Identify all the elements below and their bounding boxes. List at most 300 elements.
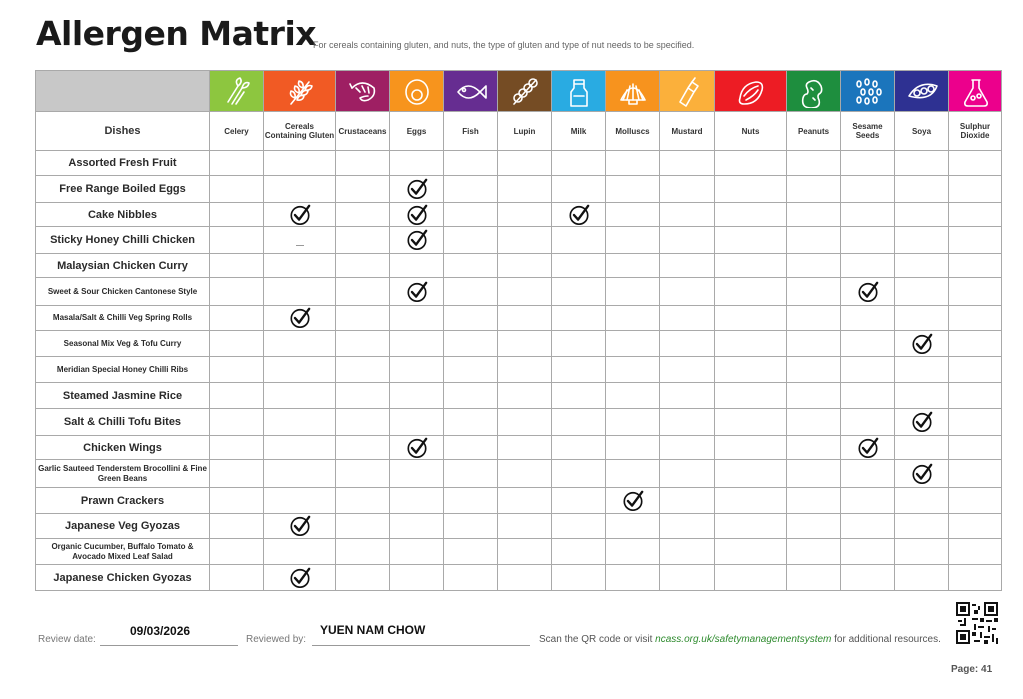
allergen-cell — [949, 409, 1002, 436]
table-row — [36, 539, 1002, 565]
allergen-cell — [390, 383, 444, 409]
milk-icon — [562, 74, 596, 108]
allergen-cell — [390, 357, 444, 383]
allergen-cell — [444, 409, 498, 436]
allergen-cell — [895, 254, 949, 278]
allergen-cell — [264, 278, 336, 306]
allergen-cell — [787, 383, 841, 409]
allergen-cell — [264, 383, 336, 409]
allergen-cell — [787, 278, 841, 306]
allergen-cell — [841, 436, 895, 460]
allergen-cell — [949, 383, 1002, 409]
allergen-cell — [264, 203, 336, 227]
allergen-cell — [552, 203, 606, 227]
dish-name: Japanese Chicken Gyozas — [36, 565, 210, 591]
allergen-cell — [606, 331, 660, 357]
allergen-cell — [715, 176, 787, 203]
allergen-cell — [210, 460, 264, 488]
allergen-cell — [660, 331, 715, 357]
review-date-label: Review date: — [38, 634, 96, 645]
allergen-cell — [787, 565, 841, 591]
allergen-cell — [715, 151, 787, 176]
allergen-cell — [390, 203, 444, 227]
allergen-cell — [949, 254, 1002, 278]
allergen-icon-cell — [390, 71, 444, 112]
table-row — [36, 278, 1002, 306]
check-icon — [289, 307, 311, 329]
table-row — [36, 176, 1002, 203]
allergen-cell — [895, 331, 949, 357]
wheat-icon — [283, 74, 317, 108]
allergen-cell — [444, 539, 498, 565]
dish-name: Salt & Chilli Tofu Bites — [36, 409, 210, 436]
allergen-cell — [552, 278, 606, 306]
allergen-matrix-table — [35, 70, 1002, 591]
allergen-cell — [210, 306, 264, 331]
allergen-cell — [715, 357, 787, 383]
allergen-column-header: Nuts — [715, 112, 787, 151]
allergen-icon-cell — [841, 71, 895, 112]
allergen-cell — [498, 278, 552, 306]
table-row — [36, 514, 1002, 539]
allergen-cell — [390, 514, 444, 539]
allergen-column-header: Celery — [210, 112, 264, 151]
allergen-column-header: Soya — [895, 112, 949, 151]
allergen-cell — [552, 151, 606, 176]
allergen-cell — [841, 514, 895, 539]
peanut-icon — [797, 74, 831, 108]
dish-name: Meridian Special Honey Chilli Ribs — [36, 357, 210, 383]
allergen-cell — [841, 278, 895, 306]
page-subtitle: For cereals containing gluten, and nuts, the type of gluten and type of nut needs to be specified. — [313, 40, 695, 50]
allergen-cell — [264, 176, 336, 203]
allergen-cell — [390, 176, 444, 203]
table-row — [36, 436, 1002, 460]
allergen-cell — [336, 254, 390, 278]
allergen-cell — [498, 203, 552, 227]
allergen-cell — [949, 227, 1002, 254]
check-icon — [289, 567, 311, 589]
allergen-cell — [390, 227, 444, 254]
dish-name: Free Range Boiled Eggs — [36, 176, 210, 203]
allergen-cell — [660, 254, 715, 278]
page-title: Allergen Matrix — [36, 14, 317, 53]
allergen-cell — [660, 539, 715, 565]
allergen-cell — [715, 488, 787, 514]
allergen-cell — [660, 436, 715, 460]
allergen-cell — [390, 436, 444, 460]
soya-icon — [905, 74, 939, 108]
allergen-cell — [444, 460, 498, 488]
allergen-cell — [498, 436, 552, 460]
allergen-cell — [949, 151, 1002, 176]
allergen-cell — [210, 383, 264, 409]
allergen-cell — [264, 306, 336, 331]
allergen-cell — [895, 151, 949, 176]
dish-name: Seasonal Mix Veg & Tofu Curry — [36, 331, 210, 357]
allergen-cell — [336, 565, 390, 591]
allergen-icon-cell — [895, 71, 949, 112]
allergen-cell — [390, 306, 444, 331]
dash-mark — [296, 245, 304, 246]
allergen-cell — [264, 514, 336, 539]
allergen-cell — [606, 383, 660, 409]
allergen-cell — [552, 409, 606, 436]
allergen-cell — [841, 306, 895, 331]
allergen-icon-cell — [787, 71, 841, 112]
allergen-column-header: Milk — [552, 112, 606, 151]
table-row — [36, 565, 1002, 591]
allergen-cell — [660, 227, 715, 254]
dish-name: Cake Nibbles — [36, 203, 210, 227]
allergen-column-header: Sulphur Dioxide — [949, 112, 1002, 151]
allergen-icon-cell — [264, 71, 336, 112]
allergen-column-header: Fish — [444, 112, 498, 151]
reviewed-by-value: YUEN NAM CHOW — [320, 623, 426, 637]
allergen-cell — [498, 539, 552, 565]
allergen-cell — [444, 436, 498, 460]
allergen-cell — [390, 565, 444, 591]
allergen-cell — [210, 254, 264, 278]
allergen-cell — [787, 203, 841, 227]
allergen-cell — [210, 357, 264, 383]
dish-name: Assorted Fresh Fruit — [36, 151, 210, 176]
table-row — [36, 488, 1002, 514]
allergen-cell — [715, 203, 787, 227]
allergen-cell — [444, 306, 498, 331]
allergen-cell — [336, 383, 390, 409]
allergen-cell — [264, 254, 336, 278]
allergen-column-header: Molluscs — [606, 112, 660, 151]
allergen-cell — [787, 331, 841, 357]
dish-name: Japanese Veg Gyozas — [36, 514, 210, 539]
allergen-cell — [949, 539, 1002, 565]
allergen-cell — [444, 357, 498, 383]
allergen-cell — [949, 306, 1002, 331]
allergen-cell — [715, 227, 787, 254]
allergen-cell — [264, 436, 336, 460]
allergen-cell — [552, 331, 606, 357]
allergen-cell — [715, 409, 787, 436]
qr-code-icon[interactable] — [956, 602, 998, 644]
allergen-cell — [895, 176, 949, 203]
allergen-cell — [606, 254, 660, 278]
allergen-cell — [552, 383, 606, 409]
table-row — [36, 409, 1002, 436]
allergen-cell — [264, 409, 336, 436]
allergen-cell — [841, 151, 895, 176]
dish-name: Masala/Salt & Chilli Veg Spring Rolls — [36, 306, 210, 331]
review-date-line — [100, 645, 238, 646]
allergen-cell — [552, 176, 606, 203]
allergen-cell — [606, 203, 660, 227]
allergen-column-header: Eggs — [390, 112, 444, 151]
table-row — [36, 203, 1002, 227]
allergen-cell — [498, 460, 552, 488]
allergen-cell — [552, 306, 606, 331]
allergen-cell — [715, 306, 787, 331]
allergen-cell — [715, 436, 787, 460]
allergen-cell — [660, 203, 715, 227]
allergen-cell — [552, 227, 606, 254]
allergen-icon-cell — [715, 71, 787, 112]
reviewed-by-label: Reviewed by: — [246, 634, 307, 645]
allergen-cell — [787, 306, 841, 331]
allergen-cell — [444, 383, 498, 409]
allergen-cell — [787, 488, 841, 514]
allergen-cell — [390, 331, 444, 357]
allergen-cell — [210, 514, 264, 539]
allergen-cell — [715, 331, 787, 357]
allergen-cell — [264, 488, 336, 514]
allergen-cell — [210, 488, 264, 514]
check-icon — [622, 490, 644, 512]
allergen-cell — [390, 278, 444, 306]
allergen-cell — [390, 488, 444, 514]
allergen-cell — [336, 151, 390, 176]
allergen-cell — [606, 176, 660, 203]
reviewed-by-line — [312, 645, 530, 646]
egg-icon — [400, 74, 434, 108]
shrimp-icon — [346, 74, 380, 108]
allergen-cell — [787, 227, 841, 254]
allergen-cell — [606, 460, 660, 488]
allergen-cell — [660, 409, 715, 436]
check-icon — [406, 281, 428, 303]
allergen-cell — [498, 514, 552, 539]
allergen-column-header: Mustard — [660, 112, 715, 151]
allergen-cell — [336, 306, 390, 331]
allergen-cell — [949, 176, 1002, 203]
allergen-cell — [715, 565, 787, 591]
allergen-cell — [444, 565, 498, 591]
allergen-cell — [264, 227, 336, 254]
allergen-cell — [841, 176, 895, 203]
allergen-cell — [390, 151, 444, 176]
allergen-cell — [606, 436, 660, 460]
allergen-cell — [895, 357, 949, 383]
allergen-cell — [210, 227, 264, 254]
allergen-cell — [498, 331, 552, 357]
allergen-cell — [841, 331, 895, 357]
table-row — [36, 357, 1002, 383]
allergen-icon-cell — [444, 71, 498, 112]
check-icon — [406, 437, 428, 459]
allergen-cell — [264, 331, 336, 357]
allergen-cell — [498, 254, 552, 278]
table-row — [36, 460, 1002, 488]
allergen-cell — [336, 357, 390, 383]
allergen-cell — [552, 565, 606, 591]
allergen-cell — [895, 278, 949, 306]
dishes-column-header: Dishes — [36, 112, 210, 151]
allergen-icon-cell — [336, 71, 390, 112]
allergen-cell — [660, 514, 715, 539]
check-icon — [857, 437, 879, 459]
table-row — [36, 306, 1002, 331]
check-icon — [911, 333, 933, 355]
allergen-cell — [895, 514, 949, 539]
allergen-cell — [552, 539, 606, 565]
allergen-cell — [444, 227, 498, 254]
allergen-cell — [787, 254, 841, 278]
allergen-cell — [336, 176, 390, 203]
allergen-cell — [606, 539, 660, 565]
allergen-cell — [444, 278, 498, 306]
allergen-cell — [264, 539, 336, 565]
allergen-cell — [444, 331, 498, 357]
allergen-cell — [336, 203, 390, 227]
allergen-cell — [715, 460, 787, 488]
allergen-cell — [552, 357, 606, 383]
check-icon — [406, 204, 428, 226]
allergen-cell — [498, 488, 552, 514]
allergen-cell — [498, 176, 552, 203]
allergen-column-header: Lupin — [498, 112, 552, 151]
nut-icon — [734, 74, 768, 108]
allergen-cell — [552, 436, 606, 460]
allergen-cell — [949, 357, 1002, 383]
allergen-cell — [660, 357, 715, 383]
allergen-cell — [787, 357, 841, 383]
allergen-cell — [787, 539, 841, 565]
allergen-cell — [264, 460, 336, 488]
allergen-cell — [949, 460, 1002, 488]
table-row — [36, 383, 1002, 409]
allergen-cell — [444, 203, 498, 227]
flask-icon — [958, 74, 992, 108]
allergen-cell — [841, 383, 895, 409]
allergen-cell — [552, 254, 606, 278]
allergen-cell — [210, 565, 264, 591]
allergen-cell — [264, 151, 336, 176]
dish-name: Chicken Wings — [36, 436, 210, 460]
dish-name: Sweet & Sour Chicken Cantonese Style — [36, 278, 210, 306]
allergen-cell — [895, 436, 949, 460]
allergen-cell — [841, 565, 895, 591]
allergen-cell — [444, 176, 498, 203]
allergen-icon-cell — [552, 71, 606, 112]
check-icon — [911, 463, 933, 485]
allergen-cell — [336, 278, 390, 306]
allergen-cell — [498, 409, 552, 436]
allergen-cell — [552, 514, 606, 539]
allergen-cell — [660, 460, 715, 488]
ncass-link[interactable]: ncass.org.uk/safetymanagementsystem — [655, 634, 832, 645]
celery-icon — [220, 74, 254, 108]
allergen-icon-cell — [949, 71, 1002, 112]
allergen-cell — [841, 539, 895, 565]
allergen-cell — [390, 460, 444, 488]
allergen-cell — [210, 409, 264, 436]
allergen-cell — [895, 539, 949, 565]
allergen-cell — [949, 278, 1002, 306]
check-icon — [911, 411, 933, 433]
allergen-cell — [895, 227, 949, 254]
allergen-cell — [715, 254, 787, 278]
check-icon — [406, 229, 428, 251]
dish-name: Sticky Honey Chilli Chicken — [36, 227, 210, 254]
allergen-cell — [895, 383, 949, 409]
allergen-cell — [949, 565, 1002, 591]
allergen-cell — [715, 539, 787, 565]
allergen-cell — [444, 254, 498, 278]
allergen-cell — [949, 514, 1002, 539]
allergen-cell — [787, 151, 841, 176]
dish-name: Garlic Sauteed Tenderstem Brocollini & Fine Green Beans — [36, 460, 210, 488]
page-number: Page: 41 — [951, 664, 993, 675]
allergen-cell — [210, 331, 264, 357]
table-row — [36, 151, 1002, 176]
allergen-cell — [949, 488, 1002, 514]
allergen-cell — [264, 565, 336, 591]
allergen-cell — [895, 203, 949, 227]
allergen-cell — [660, 151, 715, 176]
allergen-cell — [895, 460, 949, 488]
allergen-cell — [841, 460, 895, 488]
allergen-cell — [715, 383, 787, 409]
allergen-cell — [336, 436, 390, 460]
allergen-cell — [210, 539, 264, 565]
allergen-cell — [552, 460, 606, 488]
allergen-cell — [895, 409, 949, 436]
allergen-cell — [949, 331, 1002, 357]
allergen-cell — [606, 357, 660, 383]
sesame-icon — [851, 74, 885, 108]
qr-text-prefix: Scan the QR code or visit — [539, 634, 653, 645]
shell-icon — [616, 74, 650, 108]
allergen-cell — [606, 151, 660, 176]
allergen-cell — [444, 151, 498, 176]
check-icon — [857, 281, 879, 303]
allergen-icon-cell — [498, 71, 552, 112]
allergen-cell — [606, 306, 660, 331]
allergen-icon-cell — [660, 71, 715, 112]
allergen-cell — [210, 278, 264, 306]
allergen-cell — [606, 514, 660, 539]
allergen-column-header: Peanuts — [787, 112, 841, 151]
allergen-cell — [715, 514, 787, 539]
allergen-cell — [660, 278, 715, 306]
allergen-cell — [787, 176, 841, 203]
allergen-cell — [949, 436, 1002, 460]
allergen-cell — [841, 357, 895, 383]
allergen-cell — [841, 203, 895, 227]
allergen-cell — [390, 409, 444, 436]
table-row — [36, 331, 1002, 357]
allergen-column-header: Cereals Containing Gluten — [264, 112, 336, 151]
allergen-cell — [949, 203, 1002, 227]
allergen-cell — [336, 331, 390, 357]
allergen-cell — [841, 488, 895, 514]
allergen-header-row — [36, 112, 1002, 151]
allergen-cell — [787, 460, 841, 488]
check-icon — [568, 204, 590, 226]
allergen-cell — [498, 306, 552, 331]
qr-instructions — [539, 634, 941, 645]
check-icon — [289, 204, 311, 226]
allergen-icon-cell — [606, 71, 660, 112]
allergen-cell — [787, 409, 841, 436]
allergen-cell — [498, 357, 552, 383]
mustard-icon — [670, 74, 704, 108]
allergen-cell — [444, 488, 498, 514]
table-row — [36, 227, 1002, 254]
allergen-cell — [606, 488, 660, 514]
allergen-cell — [444, 514, 498, 539]
allergen-icon-cell — [210, 71, 264, 112]
allergen-cell — [264, 357, 336, 383]
